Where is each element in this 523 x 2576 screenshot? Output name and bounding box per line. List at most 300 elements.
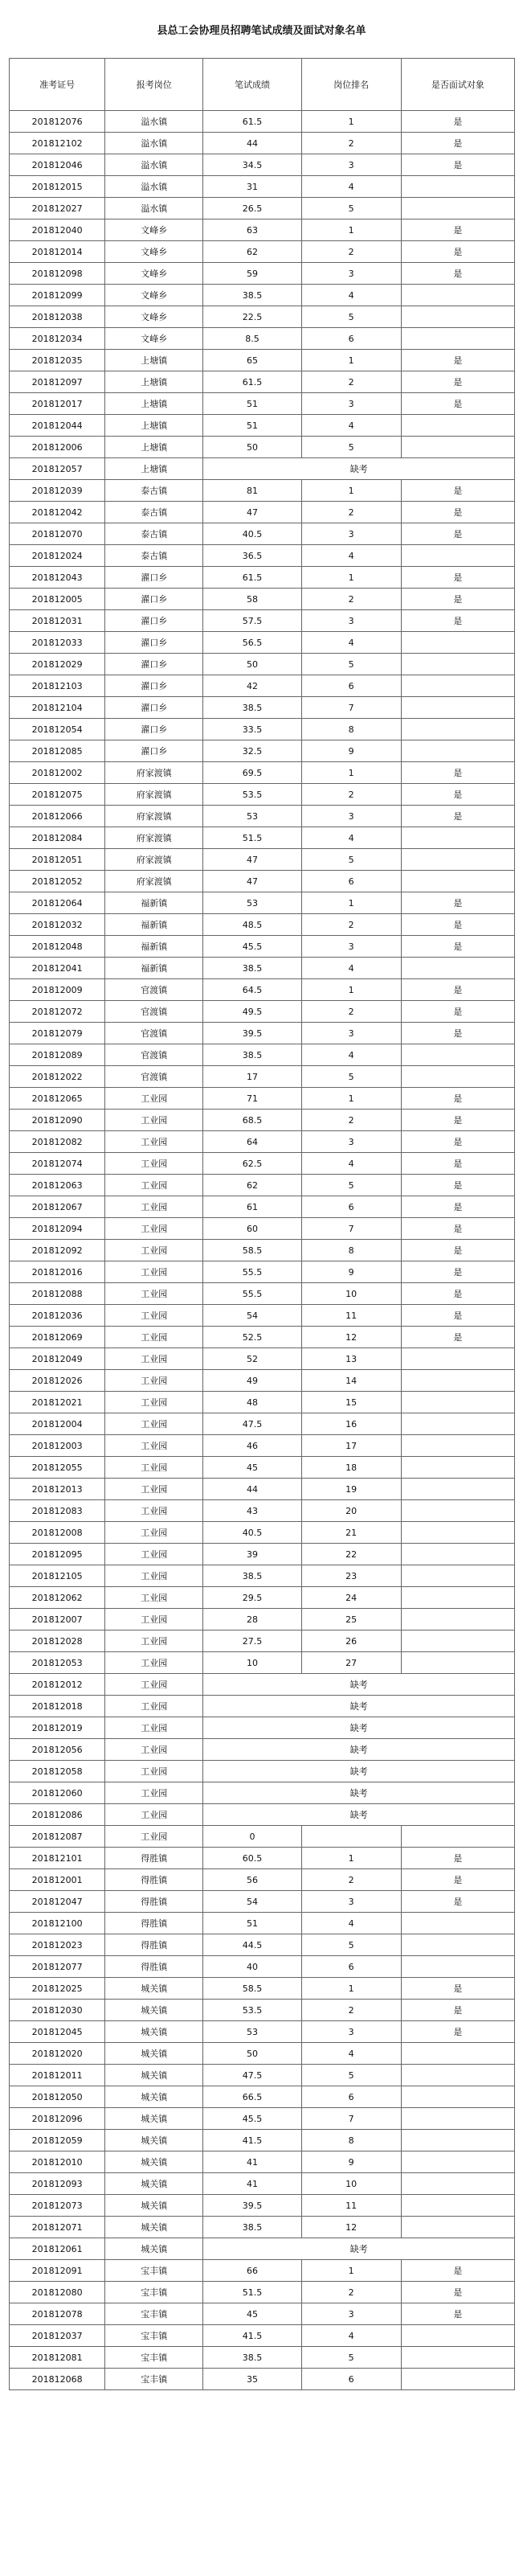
cell-interview: 是 [401, 1131, 514, 1153]
cell-exam-id: 201812039 [10, 480, 105, 502]
table-row [10, 219, 515, 241]
cell-position: 城关镇 [105, 2043, 203, 2065]
cell-interview: 是 [401, 2000, 514, 2021]
cell-position: 得胜镇 [105, 1891, 203, 1913]
cell-absent: 缺考 [203, 1804, 515, 1826]
cell-score: 60 [203, 1218, 301, 1240]
cell-interview: 是 [401, 610, 514, 632]
cell-position: 工业园 [105, 1218, 203, 1240]
cell-interview [401, 2173, 514, 2195]
cell-exam-id: 201812052 [10, 871, 105, 892]
cell-exam-id: 201812012 [10, 1674, 105, 1696]
cell-interview: 是 [401, 133, 514, 154]
cell-rank: 1 [301, 1848, 401, 1869]
table-row [10, 350, 515, 371]
cell-score: 45 [203, 1457, 301, 1479]
table-row [10, 393, 515, 415]
cell-score: 47 [203, 502, 301, 523]
cell-interview: 是 [401, 1891, 514, 1913]
cell-exam-id: 201812007 [10, 1609, 105, 1631]
column-header-exam-id: 准考证号 [10, 59, 105, 111]
cell-position: 文峰乡 [105, 328, 203, 350]
cell-interview: 是 [401, 371, 514, 393]
cell-exam-id: 201812082 [10, 1131, 105, 1153]
cell-exam-id: 201812069 [10, 1327, 105, 1348]
cell-score: 33.5 [203, 719, 301, 740]
cell-exam-id: 201812087 [10, 1826, 105, 1848]
cell-rank: 13 [301, 1348, 401, 1370]
cell-interview [401, 2151, 514, 2173]
cell-score: 71 [203, 1088, 301, 1110]
cell-position: 上塘镇 [105, 371, 203, 393]
cell-exam-id: 201812080 [10, 2282, 105, 2303]
cell-interview [401, 198, 514, 219]
cell-rank: 19 [301, 1479, 401, 1500]
table-row [10, 914, 515, 936]
cell-rank: 2 [301, 2282, 401, 2303]
cell-rank: 3 [301, 1131, 401, 1153]
cell-interview: 是 [401, 567, 514, 589]
cell-interview [401, 1609, 514, 1631]
table-row [10, 1435, 515, 1457]
cell-exam-id: 201812019 [10, 1717, 105, 1739]
cell-interview: 是 [401, 1196, 514, 1218]
cell-rank: 1 [301, 1978, 401, 2000]
cell-rank: 5 [301, 437, 401, 458]
cell-interview [401, 1457, 514, 1479]
column-header-position: 报考岗位 [105, 59, 203, 111]
cell-position: 城关镇 [105, 2000, 203, 2021]
cell-exam-id: 201812021 [10, 1392, 105, 1413]
table-row [10, 2065, 515, 2086]
cell-score: 68.5 [203, 1110, 301, 1131]
document-title: 县总工会协理员招聘笔试成绩及面试对象名单 [157, 24, 366, 37]
cell-rank: 3 [301, 2303, 401, 2325]
cell-position: 溢水镇 [105, 154, 203, 176]
cell-rank: 4 [301, 285, 401, 306]
table-row [10, 1609, 515, 1631]
cell-rank: 20 [301, 1500, 401, 1522]
cell-exam-id: 201812061 [10, 2238, 105, 2260]
table-row [10, 2347, 515, 2369]
cell-score: 49 [203, 1370, 301, 1392]
cell-rank: 2 [301, 1001, 401, 1023]
cell-exam-id: 201812038 [10, 306, 105, 328]
cell-interview [401, 2217, 514, 2238]
cell-rank: 1 [301, 892, 401, 914]
cell-interview [401, 1956, 514, 1978]
table-row [10, 936, 515, 958]
cell-rank: 3 [301, 936, 401, 958]
table-row [10, 1761, 515, 1782]
cell-rank: 3 [301, 523, 401, 545]
cell-position: 福新镇 [105, 936, 203, 958]
cell-score: 66 [203, 2260, 301, 2282]
cell-exam-id: 201812056 [10, 1739, 105, 1761]
cell-score: 32.5 [203, 740, 301, 762]
cell-position: 得胜镇 [105, 1913, 203, 1934]
cell-exam-id: 201812057 [10, 458, 105, 480]
cell-interview [401, 2065, 514, 2086]
cell-exam-id: 201812067 [10, 1196, 105, 1218]
cell-rank: 12 [301, 1327, 401, 1348]
cell-rank: 2 [301, 1110, 401, 1131]
table-row [10, 1088, 515, 1110]
table-row [10, 1782, 515, 1804]
cell-score: 58 [203, 589, 301, 610]
cell-score: 49.5 [203, 1001, 301, 1023]
cell-score: 56.5 [203, 632, 301, 654]
cell-position: 城关镇 [105, 2195, 203, 2217]
cell-exam-id: 201812042 [10, 502, 105, 523]
table-row [10, 1544, 515, 1565]
cell-rank: 2 [301, 241, 401, 263]
cell-position: 工业园 [105, 1631, 203, 1652]
cell-exam-id: 201812053 [10, 1652, 105, 1674]
cell-score: 66.5 [203, 2086, 301, 2108]
cell-score: 41 [203, 2151, 301, 2173]
cell-rank: 9 [301, 2151, 401, 2173]
cell-rank: 18 [301, 1457, 401, 1479]
cell-rank: 9 [301, 740, 401, 762]
cell-absent: 缺考 [203, 1782, 515, 1804]
cell-exam-id: 201812005 [10, 589, 105, 610]
cell-exam-id: 201812065 [10, 1088, 105, 1110]
cell-position: 工业园 [105, 1240, 203, 1261]
table-row [10, 502, 515, 523]
cell-position: 府家渡镇 [105, 806, 203, 827]
cell-score: 45 [203, 2303, 301, 2325]
cell-rank: 5 [301, 2347, 401, 2369]
table-row [10, 762, 515, 784]
cell-score: 38.5 [203, 958, 301, 979]
cell-position: 濯口乡 [105, 697, 203, 719]
cell-interview: 是 [401, 111, 514, 133]
cell-position: 工业园 [105, 1782, 203, 1804]
cell-rank: 4 [301, 2043, 401, 2065]
cell-position: 濯口乡 [105, 632, 203, 654]
table-row [10, 871, 515, 892]
table-row [10, 1044, 515, 1066]
cell-position: 府家渡镇 [105, 849, 203, 871]
cell-rank: 11 [301, 1305, 401, 1327]
cell-position: 工业园 [105, 1370, 203, 1392]
cell-position: 文峰乡 [105, 306, 203, 328]
cell-rank: 1 [301, 1088, 401, 1110]
cell-exam-id: 201812004 [10, 1413, 105, 1435]
cell-exam-id: 201812011 [10, 2065, 105, 2086]
cell-rank: 1 [301, 480, 401, 502]
cell-score: 50 [203, 437, 301, 458]
cell-exam-id: 201812064 [10, 892, 105, 914]
cell-interview [401, 1587, 514, 1609]
cell-position: 工业园 [105, 1479, 203, 1500]
cell-position: 工业园 [105, 1587, 203, 1609]
cell-exam-id: 201812104 [10, 697, 105, 719]
cell-exam-id: 201812051 [10, 849, 105, 871]
cell-exam-id: 201812041 [10, 958, 105, 979]
cell-position: 濯口乡 [105, 675, 203, 697]
cell-interview [401, 176, 514, 198]
cell-position: 城关镇 [105, 1978, 203, 2000]
cell-rank: 25 [301, 1609, 401, 1631]
cell-score: 44 [203, 133, 301, 154]
cell-exam-id: 201812079 [10, 1023, 105, 1044]
cell-interview: 是 [401, 2260, 514, 2282]
cell-score: 51 [203, 393, 301, 415]
cell-rank: 21 [301, 1522, 401, 1544]
cell-score: 42 [203, 675, 301, 697]
cell-interview [401, 697, 514, 719]
cell-interview: 是 [401, 1848, 514, 1869]
table-row [10, 2195, 515, 2217]
cell-interview: 是 [401, 1001, 514, 1023]
cell-position: 官渡镇 [105, 1044, 203, 1066]
cell-score: 48.5 [203, 914, 301, 936]
table-row [10, 1587, 515, 1609]
cell-exam-id: 201812047 [10, 1891, 105, 1913]
cell-exam-id: 201812059 [10, 2130, 105, 2151]
cell-position: 福新镇 [105, 958, 203, 979]
cell-position: 工业园 [105, 1348, 203, 1370]
cell-position: 上塘镇 [105, 458, 203, 480]
cell-position: 濯口乡 [105, 567, 203, 589]
cell-interview: 是 [401, 1023, 514, 1044]
cell-score: 26.5 [203, 198, 301, 219]
cell-score: 47 [203, 849, 301, 871]
cell-position: 工业园 [105, 1761, 203, 1782]
table-row [10, 675, 515, 697]
column-header-rank: 岗位排名 [301, 59, 401, 111]
cell-interview [401, 2195, 514, 2217]
cell-score: 36.5 [203, 545, 301, 567]
cell-rank: 5 [301, 654, 401, 675]
cell-score: 53 [203, 892, 301, 914]
table-row [10, 1934, 515, 1956]
cell-position: 上塘镇 [105, 415, 203, 437]
cell-exam-id: 201812028 [10, 1631, 105, 1652]
cell-position: 溢水镇 [105, 111, 203, 133]
cell-position: 濯口乡 [105, 610, 203, 632]
cell-position: 工业园 [105, 1435, 203, 1457]
cell-score: 53.5 [203, 784, 301, 806]
cell-rank: 5 [301, 2065, 401, 2086]
cell-position: 工业园 [105, 1261, 203, 1283]
table-row [10, 740, 515, 762]
cell-interview [401, 1913, 514, 1934]
table-row [10, 849, 515, 871]
table-row [10, 1891, 515, 1913]
cell-position: 得胜镇 [105, 1934, 203, 1956]
table-row [10, 1001, 515, 1023]
table-row [10, 589, 515, 610]
cell-score: 0 [203, 1826, 301, 1848]
cell-interview [401, 2086, 514, 2108]
cell-exam-id: 201812081 [10, 2347, 105, 2369]
cell-exam-id: 201812024 [10, 545, 105, 567]
cell-exam-id: 201812031 [10, 610, 105, 632]
cell-score: 64 [203, 1131, 301, 1153]
table-row [10, 1500, 515, 1522]
cell-rank: 3 [301, 154, 401, 176]
cell-exam-id: 201812078 [10, 2303, 105, 2325]
cell-exam-id: 201812093 [10, 2173, 105, 2195]
cell-rank: 9 [301, 1261, 401, 1283]
cell-position: 工业园 [105, 1175, 203, 1196]
cell-position: 福新镇 [105, 892, 203, 914]
cell-score: 34.5 [203, 154, 301, 176]
cell-absent: 缺考 [203, 458, 515, 480]
cell-interview [401, 1631, 514, 1652]
cell-rank: 3 [301, 393, 401, 415]
cell-rank: 4 [301, 1153, 401, 1175]
cell-interview: 是 [401, 1218, 514, 1240]
cell-interview: 是 [401, 502, 514, 523]
table-row [10, 806, 515, 827]
table-row [10, 2043, 515, 2065]
cell-position: 濯口乡 [105, 740, 203, 762]
cell-score: 41 [203, 2173, 301, 2195]
table-row [10, 1674, 515, 1696]
cell-rank: 4 [301, 2325, 401, 2347]
cell-rank: 3 [301, 263, 401, 285]
cell-exam-id: 201812086 [10, 1804, 105, 1826]
cell-absent: 缺考 [203, 1674, 515, 1696]
table-row [10, 1261, 515, 1283]
table-row [10, 1956, 515, 1978]
cell-score: 38.5 [203, 1565, 301, 1587]
table-row [10, 719, 515, 740]
cell-interview [401, 1565, 514, 1587]
cell-interview: 是 [401, 892, 514, 914]
table-row [10, 2108, 515, 2130]
cell-position: 工业园 [105, 1457, 203, 1479]
cell-position: 工业园 [105, 1500, 203, 1522]
cell-exam-id: 201812092 [10, 1240, 105, 1261]
cell-interview [401, 1392, 514, 1413]
table-row [10, 371, 515, 393]
cell-rank: 2 [301, 502, 401, 523]
cell-score: 53 [203, 2021, 301, 2043]
cell-interview: 是 [401, 936, 514, 958]
cell-score: 31 [203, 176, 301, 198]
cell-position: 官渡镇 [105, 979, 203, 1001]
cell-rank: 23 [301, 1565, 401, 1587]
cell-rank: 2 [301, 1869, 401, 1891]
cell-rank: 1 [301, 567, 401, 589]
cell-rank: 4 [301, 1913, 401, 1934]
table-body [10, 111, 515, 2390]
cell-rank: 2 [301, 589, 401, 610]
cell-interview [401, 1522, 514, 1544]
cell-score: 50 [203, 654, 301, 675]
table-row [10, 1652, 515, 1674]
cell-position: 泰古镇 [105, 545, 203, 567]
cell-rank: 7 [301, 1218, 401, 1240]
cell-interview [401, 1435, 514, 1457]
table-row [10, 1869, 515, 1891]
cell-rank: 6 [301, 1196, 401, 1218]
cell-interview: 是 [401, 914, 514, 936]
table-row [10, 1370, 515, 1392]
cell-exam-id: 201812003 [10, 1435, 105, 1457]
table-row [10, 1479, 515, 1500]
cell-interview [401, 2369, 514, 2390]
cell-exam-id: 201812097 [10, 371, 105, 393]
cell-position: 工业园 [105, 1565, 203, 1587]
cell-score: 51 [203, 1913, 301, 1934]
cell-rank: 17 [301, 1435, 401, 1457]
cell-score: 47.5 [203, 1413, 301, 1435]
cell-rank: 6 [301, 1956, 401, 1978]
cell-position: 溢水镇 [105, 176, 203, 198]
cell-score: 50 [203, 2043, 301, 2065]
cell-position: 文峰乡 [105, 263, 203, 285]
cell-position: 城关镇 [105, 2238, 203, 2260]
cell-interview: 是 [401, 1305, 514, 1327]
cell-exam-id: 201812074 [10, 1153, 105, 1175]
cell-rank: 16 [301, 1413, 401, 1435]
cell-exam-id: 201812094 [10, 1218, 105, 1240]
table-row [10, 328, 515, 350]
table-row [10, 1848, 515, 1869]
cell-position: 泰古镇 [105, 502, 203, 523]
cell-exam-id: 201812099 [10, 285, 105, 306]
table-row [10, 1218, 515, 1240]
cell-score: 52 [203, 1348, 301, 1370]
cell-interview [401, 2043, 514, 2065]
cell-position: 福新镇 [105, 914, 203, 936]
table-row [10, 545, 515, 567]
cell-score: 55.5 [203, 1261, 301, 1283]
cell-score: 53 [203, 806, 301, 827]
cell-interview [401, 1652, 514, 1674]
cell-position: 工业园 [105, 1696, 203, 1717]
table-row [10, 1110, 515, 1131]
cell-interview [401, 1370, 514, 1392]
cell-position: 上塘镇 [105, 393, 203, 415]
cell-rank: 22 [301, 1544, 401, 1565]
table-row [10, 697, 515, 719]
cell-exam-id: 201812084 [10, 827, 105, 849]
cell-position: 宝丰镇 [105, 2282, 203, 2303]
column-header-interview: 是否面试对象 [401, 59, 514, 111]
table-row [10, 285, 515, 306]
cell-rank: 2 [301, 2000, 401, 2021]
cell-exam-id: 201812066 [10, 806, 105, 827]
cell-interview: 是 [401, 979, 514, 1001]
cell-interview [401, 2130, 514, 2151]
table-row [10, 2217, 515, 2238]
cell-exam-id: 201812037 [10, 2325, 105, 2347]
cell-score: 60.5 [203, 1848, 301, 1869]
table-row [10, 133, 515, 154]
cell-interview: 是 [401, 219, 514, 241]
cell-score: 51.5 [203, 2282, 301, 2303]
table-row [10, 632, 515, 654]
table-row [10, 176, 515, 198]
cell-score: 59 [203, 263, 301, 285]
cell-exam-id: 201812006 [10, 437, 105, 458]
table-row [10, 523, 515, 545]
cell-interview: 是 [401, 806, 514, 827]
cell-exam-id: 201812002 [10, 762, 105, 784]
cell-score: 44 [203, 1479, 301, 1500]
cell-position: 城关镇 [105, 2086, 203, 2108]
cell-interview [401, 740, 514, 762]
table-row [10, 2260, 515, 2282]
cell-position: 工业园 [105, 1717, 203, 1739]
